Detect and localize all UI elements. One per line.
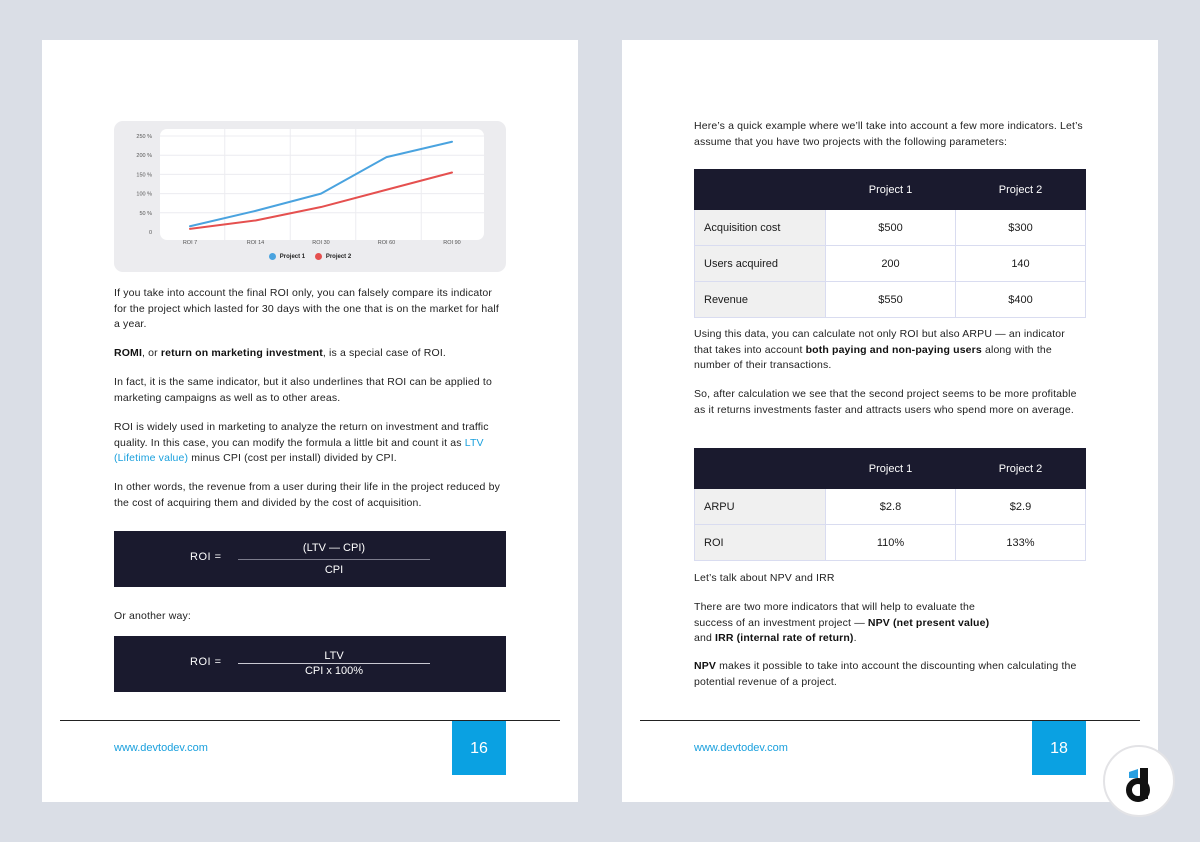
x-tick-label: ROI 30	[312, 240, 330, 246]
text: , or	[142, 347, 161, 359]
paragraph-arpu	[694, 327, 1086, 374]
arpu-roi-table	[694, 448, 1086, 561]
header-cell	[695, 170, 826, 210]
legend-item-project-2	[315, 253, 351, 260]
paragraph-two-indicators	[694, 600, 1004, 647]
page-18	[622, 40, 1158, 802]
text: ROI is widely used in marketing to analyze the return on investment and traffic quality. In this case, you can modify the formula a little bit and count it as	[114, 421, 489, 449]
text: makes it possible to take into account the discounting when calculating the potential revenue of a project.	[694, 660, 1077, 688]
devtodev-logo-button[interactable]	[1103, 745, 1175, 817]
cell-project-1: 200	[826, 246, 956, 282]
y-tick-label: 0	[148, 230, 152, 236]
header-cell: Project 2	[956, 449, 1086, 489]
paragraph-same-indicator: In fact, it is the same indicator, but it also underlines that ROI can be applied to marketing campaigns as well as to other areas.	[114, 376, 492, 404]
cell-project-2: $2.9	[956, 489, 1086, 525]
table-row	[695, 246, 1086, 282]
romi-definition: return on marketing investment	[160, 347, 323, 359]
npv-term: NPV (net present value)	[867, 616, 990, 629]
fraction-bar	[238, 559, 430, 560]
formula-denominator: CPI x 100%	[304, 665, 364, 677]
text: Using this data, you can calculate not only ROI but also ARPU — an indicator that takes into account	[694, 328, 1065, 356]
cell-project-1: $550	[826, 282, 956, 318]
roi-line-chart	[114, 121, 506, 272]
formula-lhs: ROI =	[190, 551, 222, 563]
formula-denominator: CPI	[324, 564, 344, 576]
formula-numerator: (LTV — CPI)	[302, 542, 366, 554]
row-label: ROI	[695, 525, 826, 561]
header-cell: Project 2	[956, 170, 1086, 210]
row-label: ARPU	[695, 489, 826, 525]
cell-project-1: 110%	[826, 525, 956, 561]
text: minus CPI (cost per install) divided by CPI.	[188, 452, 397, 464]
header-cell: Project 1	[826, 449, 956, 489]
text: , is a special case of ROI.	[322, 347, 446, 359]
row-label: Users acquired	[695, 246, 826, 282]
x-tick-label: ROI 90	[443, 240, 461, 246]
text: There are two more indicators that will help to evaluate the success of an investment project —	[694, 601, 975, 629]
bold-phrase: both paying and non-paying users	[805, 343, 982, 356]
paragraph-other-words: In other words, the revenue from a user during their life in the project reduced by the cost of acquiring them and divided by the cost of acquisition.	[114, 481, 500, 509]
text: along with the number of their transactions.	[694, 343, 1052, 371]
y-tick-label: 250 %	[136, 134, 152, 140]
ltv-link[interactable]: LTV (Lifetime value)	[114, 436, 484, 464]
paragraph-npv-irr-heading: Let’s talk about NPV and IRR	[694, 572, 835, 584]
cell-project-2: 140	[956, 246, 1086, 282]
formula-numerator: LTV	[324, 650, 344, 662]
paragraph-final-roi: If you take into account the final ROI only, you can falsely compare its indicator for the project which lasted for 30 days with the one that is on the market for half a year.	[114, 287, 499, 330]
formula-roi-2	[114, 636, 506, 692]
parameters-table	[694, 169, 1086, 318]
table-row	[695, 489, 1086, 525]
formula-fraction	[238, 636, 430, 692]
legend-dot-project-1	[269, 253, 276, 260]
page-16	[42, 40, 578, 802]
table-row	[695, 210, 1086, 246]
header-cell: Project 1	[826, 170, 956, 210]
x-tick-label: ROI 7	[182, 240, 198, 246]
devtodev-logo-icon	[1105, 747, 1177, 819]
cell-project-2: $400	[956, 282, 1086, 318]
paragraph-romi	[114, 346, 506, 362]
paragraph-roi-marketing	[114, 420, 506, 467]
paragraph-profitable: So, after calculation we see that the second project seems to be more profitable as it returns investments faster and attracts users who spend more on average.	[694, 388, 1077, 416]
y-tick-label: 50 %	[139, 210, 152, 217]
table-row	[695, 282, 1086, 318]
legend-label: Project 1	[279, 253, 306, 260]
cell-project-2: 133%	[956, 525, 1086, 561]
text: and	[694, 632, 716, 644]
table-row	[695, 525, 1086, 561]
formula-fraction	[238, 531, 430, 587]
romi-term: ROMI	[114, 347, 143, 359]
paragraph-npv	[694, 659, 1086, 690]
y-tick-label: 200 %	[136, 153, 152, 160]
row-label: Revenue	[695, 282, 826, 318]
cell-project-1: $2.8	[826, 489, 956, 525]
y-tick-label: 150 %	[136, 172, 152, 179]
irr-term: IRR (internal rate of return)	[715, 632, 854, 644]
cell-project-1: $500	[826, 210, 956, 246]
footer-site-link[interactable]: www.devtodev.com	[694, 742, 788, 754]
paragraph-another-way: Or another way:	[114, 610, 191, 622]
footer-site-link[interactable]: www.devtodev.com	[114, 742, 208, 754]
row-label: Acquisition cost	[695, 210, 826, 246]
page-number: 16	[452, 721, 506, 775]
x-tick-label: ROI 14	[246, 240, 265, 246]
header-cell	[695, 449, 826, 489]
npv-term: NPV	[694, 660, 717, 672]
legend-item-project-1	[269, 253, 305, 260]
formula-roi-1	[114, 531, 506, 587]
table-header-row	[695, 170, 1086, 210]
y-tick-label: 100 %	[136, 191, 152, 198]
text: .	[853, 632, 857, 644]
x-tick-label: ROI 60	[377, 240, 396, 246]
chart-legend	[114, 253, 506, 262]
fraction-bar	[238, 663, 430, 664]
formula-lhs: ROI =	[190, 656, 222, 668]
roi-chart	[114, 121, 506, 272]
paragraph-intro: Here’s a quick example where we’ll take into account a few more indicators. Let’s assume that you have two projects with the following parameters:	[694, 120, 1083, 148]
cell-project-2: $300	[956, 210, 1086, 246]
page-number: 18	[1032, 721, 1086, 775]
legend-dot-project-2	[315, 253, 322, 260]
table-header-row	[695, 449, 1086, 489]
legend-label: Project 2	[325, 253, 352, 260]
